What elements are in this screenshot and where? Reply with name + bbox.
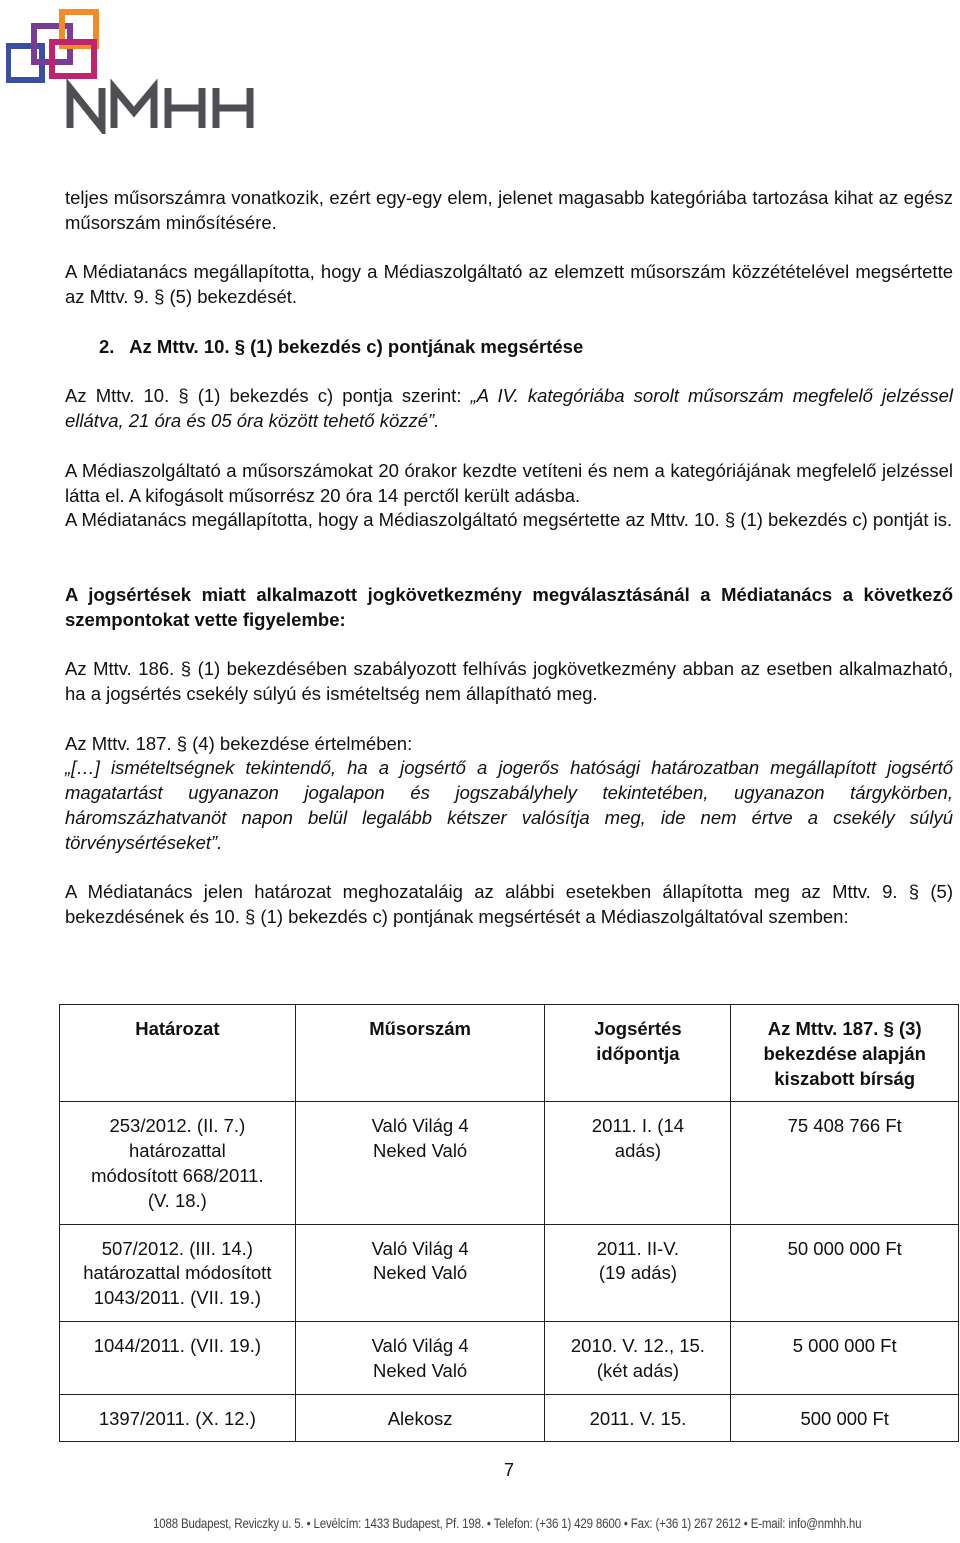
table-cell: 2011. II-V. (19 adás)	[545, 1224, 731, 1321]
table-cell: 253/2012. (II. 7.) határozattal módosított 668/2011. (V. 18.)	[60, 1102, 296, 1224]
table-cell: 2010. V. 12., 15. (két adás)	[545, 1321, 731, 1394]
table-cell: 75 408 766 Ft	[731, 1102, 959, 1224]
quoted-paragraph: „[…] ismételtségnek tekintendő, ha a jogsértő a jogerős hatósági határozatban megállapított jogsértő magatartást ugyanazon jogalapon és jogszabályhely tekintetében, ugyanazon tárgykörben, háromszázhatvanöt napon belül legalább kétszer valósítja meg, ide nem értve a csekély súlyú törvénysértéseket”.	[65, 757, 953, 853]
table-cell: 50 000 000 Ft	[731, 1224, 959, 1321]
logo-wordmark	[70, 88, 250, 128]
column-header: Műsorszám	[295, 1005, 545, 1102]
table-cell: 2011. I. (14 adás)	[545, 1102, 731, 1224]
table-header-row	[60, 1005, 959, 1102]
paragraph: teljes műsorszámra vonatkozik, ezért egy-egy elem, jelenet magasabb kategóriába tartozása kihat az egész műsorszám minősítésére.	[65, 187, 953, 233]
paragraph: Az Mttv. 186. § (1) bekezdésében szabályozott felhívás jogkövetkezmény abban az esetben alkalmazható, ha a jogsértés csekély súlyú és ismételtség nem állapítható meg.	[65, 658, 953, 704]
decisions-table	[59, 1004, 959, 1442]
quoted-text: „A IV. kategóriába sorolt műsorszám megfelelő jelzéssel ellátva, 21 óra és 05 óra között tehető közzé”.	[65, 385, 953, 432]
paragraph: Az Mttv. 187. § (4) bekezdése értelmében:	[65, 732, 413, 754]
table-cell: 1044/2011. (VII. 19.)	[60, 1321, 296, 1394]
document-body	[65, 186, 953, 930]
table-row	[60, 1224, 959, 1321]
table-cell: Való Világ 4 Neked Való	[295, 1321, 545, 1394]
column-header: Az Mttv. 187. § (3) bekezdése alapján kiszabott bírság	[731, 1005, 959, 1102]
table-cell: 1397/2011. (X. 12.)	[60, 1394, 296, 1442]
table-cell: 507/2012. (III. 14.) határozattal módosított 1043/2011. (VII. 19.)	[60, 1224, 296, 1321]
paragraph: A Médiatanács jelen határozat meghozataláig az alábbi esetekben állapította meg az Mttv. 9. § (5) bekezdésének és 10. § (1) bekezdés c) pontjának megsértését a Médiaszolgáltatóval szemben:	[65, 881, 953, 928]
table-cell: 5 000 000 Ft	[731, 1321, 959, 1394]
paragraph: A Médiatanács megállapította, hogy a Médiaszolgáltató megsértette az Mttv. 10. § (1) bekezdés c) pontját is.	[65, 509, 953, 531]
column-header: Határozat	[60, 1005, 296, 1102]
table-cell: Alekosz	[295, 1394, 545, 1442]
table-row	[60, 1102, 959, 1224]
bold-paragraph: A jogsértések miatt alkalmazott jogkövetkezmény megválasztásánál a Médiatanács a következő szempontokat vette figyelembe:	[65, 583, 953, 630]
nmhh-logo	[6, 8, 256, 134]
table-cell: Való Világ 4 Neked Való	[295, 1224, 545, 1321]
table-row	[60, 1394, 959, 1442]
column-header: Jogsértés időpontja	[545, 1005, 731, 1102]
section-heading: 2. Az Mttv. 10. § (1) bekezdés c) pontjának megsértése	[99, 335, 584, 357]
table-row	[60, 1321, 959, 1394]
paragraph: A Médiaszolgáltató a műsorszámokat 20 órakor kezdte vetíteni és nem a kategóriájának megfelelő jelzéssel látta el. A kifogásolt műsorrész 20 óra 14 perctől került adásba.	[65, 459, 953, 506]
paragraph-text: Az Mttv. 10. § (1) bekezdés c) pontja szerint:	[65, 385, 471, 407]
page-number: 7	[503, 1460, 514, 1480]
footer-contact: 1088 Budapest, Reviczky u. 5. • Levélcím: 1433 Budapest, Pf. 198. • Telefon: (+36 1) 429 8600 • Fax: (+36 1) 267 2612 • E-mail: info@nmhh.hu	[153, 1516, 862, 1531]
paragraph	[65, 384, 953, 434]
table-cell: 2011. V. 15.	[545, 1394, 731, 1442]
table-cell: Való Világ 4 Neked Való	[295, 1102, 545, 1224]
table-cell: 500 000 Ft	[731, 1394, 959, 1442]
paragraph: A Médiatanács megállapította, hogy a Médiaszolgáltató az elemzett műsorszám közzétételével megsértette az Mttv. 9. § (5) bekezdését.	[65, 261, 953, 308]
